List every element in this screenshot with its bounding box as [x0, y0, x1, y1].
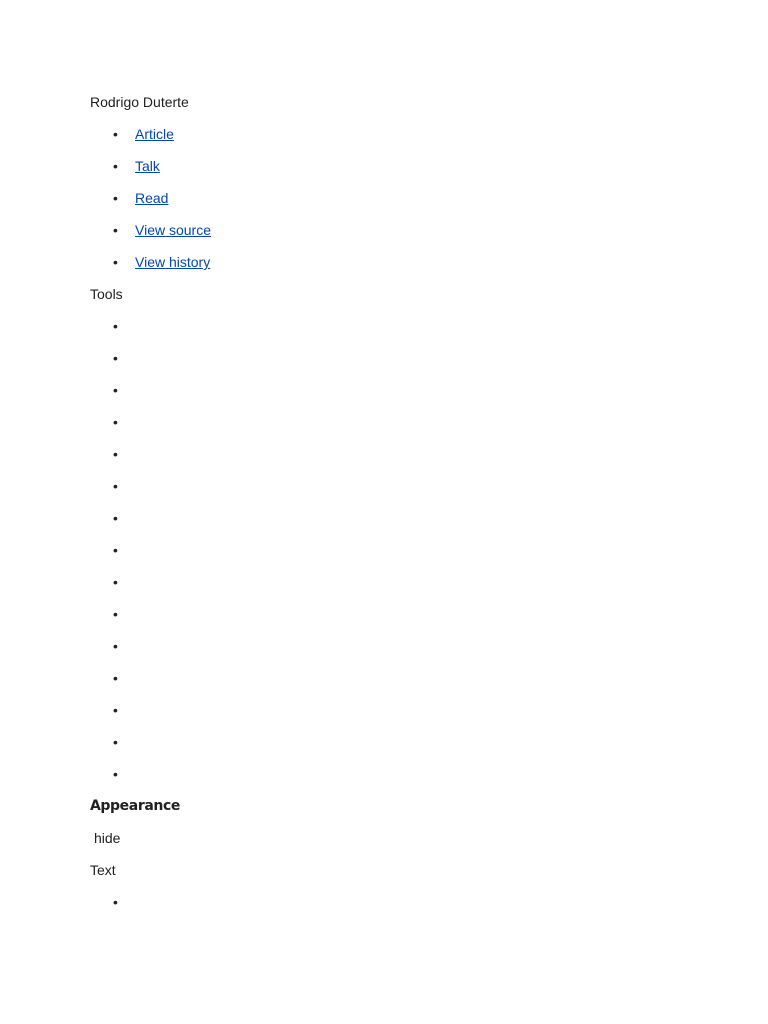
- bullet-icon: •: [113, 318, 118, 334]
- hide-row: [90, 830, 690, 862]
- tools-list: [90, 318, 690, 798]
- views-list: [90, 190, 690, 286]
- list-item: [90, 126, 690, 158]
- list-item: [90, 894, 690, 926]
- tab-read[interactable]: Read: [135, 190, 169, 206]
- bullet-icon: •: [113, 222, 118, 238]
- page-content: [90, 94, 690, 926]
- tools-heading[interactable]: Tools: [90, 286, 123, 302]
- bullet-icon: •: [113, 734, 118, 750]
- list-item: [90, 158, 690, 190]
- bullet-icon: •: [113, 574, 118, 590]
- hide-button[interactable]: hide: [94, 830, 121, 846]
- namespaces-list: [90, 126, 690, 190]
- tools-heading-row: [90, 286, 690, 318]
- text-heading-row: [90, 862, 690, 894]
- appearance-heading-row: [90, 798, 690, 830]
- bullet-icon: •: [113, 254, 118, 270]
- list-item: [90, 446, 690, 478]
- bullet-icon: •: [113, 158, 118, 174]
- list-item: [90, 510, 690, 542]
- list-item: [90, 318, 690, 350]
- bullet-icon: •: [113, 126, 118, 142]
- list-item: [90, 702, 690, 734]
- bullet-icon: •: [113, 446, 118, 462]
- list-item: [90, 542, 690, 574]
- list-item: [90, 478, 690, 510]
- bullet-icon: •: [113, 894, 118, 910]
- text-options-list: [90, 894, 690, 926]
- bullet-icon: •: [113, 638, 118, 654]
- bullet-icon: •: [113, 350, 118, 366]
- page-title: Rodrigo Duterte: [90, 94, 189, 110]
- list-item: [90, 350, 690, 382]
- bullet-icon: •: [113, 542, 118, 558]
- tab-view-history[interactable]: View history: [135, 254, 211, 270]
- tab-view-source[interactable]: View source: [135, 222, 212, 238]
- list-item: [90, 766, 690, 798]
- bullet-icon: •: [113, 606, 118, 622]
- tab-article[interactable]: Article: [135, 126, 174, 142]
- appearance-heading: Appearance: [90, 798, 180, 814]
- list-item: [90, 222, 690, 254]
- list-item: [90, 414, 690, 446]
- list-item: [90, 670, 690, 702]
- bullet-icon: •: [113, 702, 118, 718]
- bullet-icon: •: [113, 478, 118, 494]
- bullet-icon: •: [113, 510, 118, 526]
- bullet-icon: •: [113, 766, 118, 782]
- list-item: [90, 606, 690, 638]
- bullet-icon: •: [113, 190, 118, 206]
- tab-talk[interactable]: Talk: [135, 158, 160, 174]
- list-item: [90, 574, 690, 606]
- list-item: [90, 382, 690, 414]
- list-item: [90, 254, 690, 286]
- list-item: [90, 638, 690, 670]
- text-heading: Text: [90, 862, 116, 878]
- list-item: [90, 734, 690, 766]
- list-item: [90, 190, 690, 222]
- page-title-row: [90, 94, 690, 126]
- bullet-icon: •: [113, 382, 118, 398]
- bullet-icon: •: [113, 414, 118, 430]
- bullet-icon: •: [113, 670, 118, 686]
